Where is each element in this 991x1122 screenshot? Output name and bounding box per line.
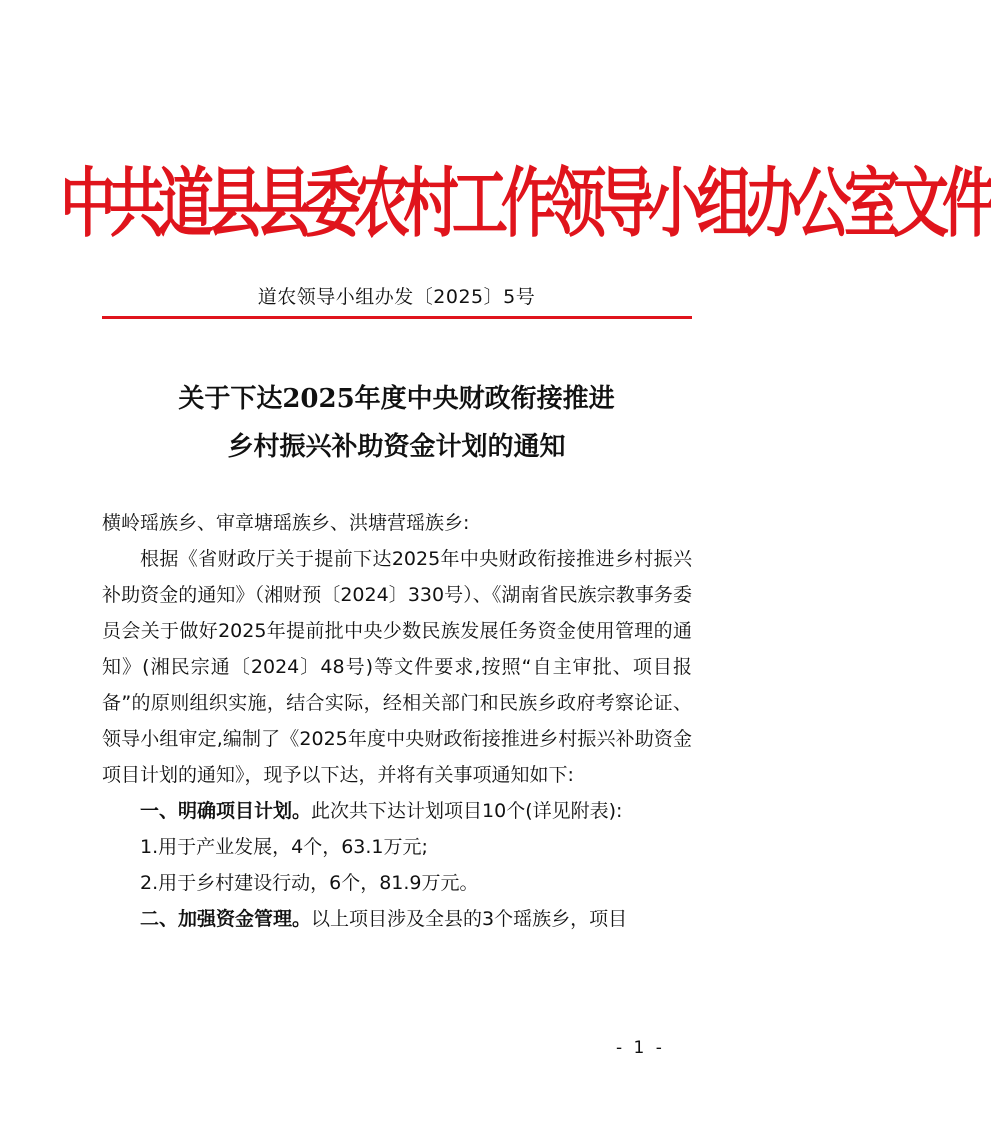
- section-2-text: 以上项目涉及全县的3个瑶族乡，项目: [311, 908, 628, 930]
- title-line-2: 乡村振兴补助资金计划的通知: [227, 432, 566, 462]
- section-1-text: 此次共下达计划项目10个(详见附表):: [311, 800, 623, 822]
- masthead-title: 中共道县县委农村工作领导小组办公室文件: [60, 159, 991, 249]
- list-item-2: 2.用于乡村建设行动，6个，81.9万元。: [140, 872, 479, 894]
- section-2: [102, 901, 692, 937]
- list-item-1: 1.用于产业发展，4个，63.1万元;: [140, 836, 428, 858]
- document-title: [0, 375, 793, 471]
- paragraph-basis: 根据《省财政厅关于提前下达2025年中央财政衔接推进乡村振兴补助资金的通知》（湘财预〔2024〕330号）、《湖南省民族宗教事务委员会关于做好2025年提前批中央少数民族发展任务资金使用管理的通知》(湘民宗通〔2024〕48号)等文件要求,按照“自主审批、项目报备”的原则组织实施，结合实际，经相关部门和民族乡政府考察论证、领导小组审定,编制了《2025年度中央财政衔接推进乡村振兴补助资金项目计划的通知》，现予以下达，并将有关事项通知如下:: [102, 548, 692, 786]
- title-line-1: 关于下达2025年度中央财政衔接推进: [178, 384, 615, 414]
- section-1-heading: 一、明确项目计划。: [140, 800, 312, 822]
- recipients-line: 横岭瑶族乡、审章塘瑶族乡、洪塘营瑶族乡:: [102, 512, 470, 534]
- red-divider-line: [102, 316, 692, 319]
- section-1: [102, 793, 692, 829]
- document-body: [102, 505, 692, 937]
- page-number: - 1 -: [616, 1038, 665, 1058]
- section-2-heading: 二、加强资金管理。: [140, 908, 312, 930]
- document-number: 道农领导小组办发〔2025〕5号: [257, 286, 536, 308]
